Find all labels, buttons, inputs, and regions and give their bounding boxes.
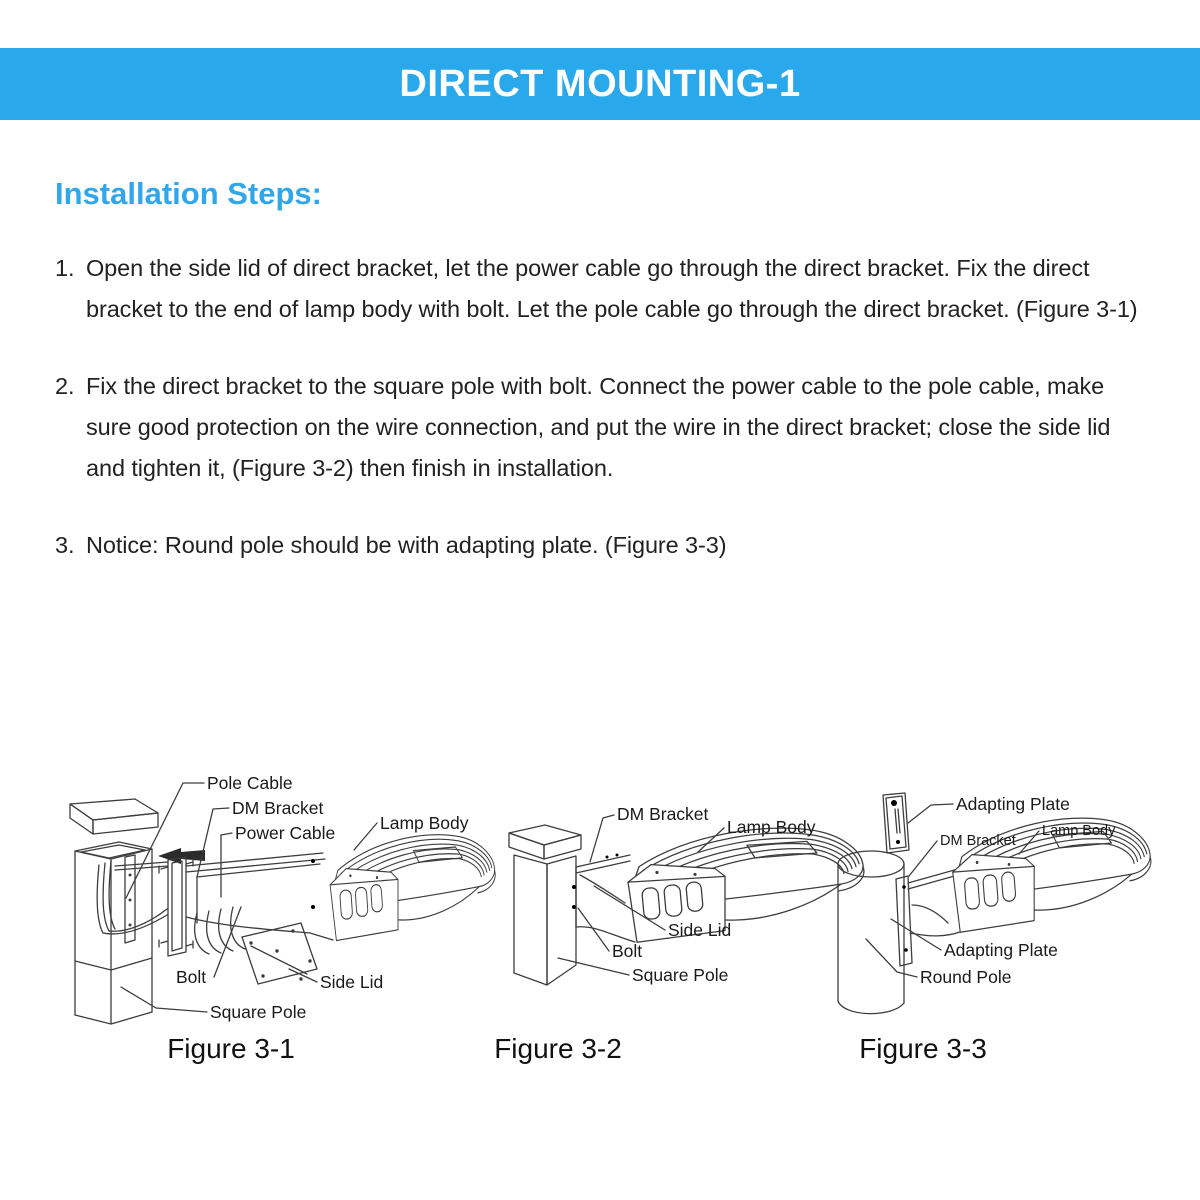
label-side-lid: Side Lid xyxy=(320,972,384,992)
dm-bracket-arm xyxy=(186,853,333,954)
label-dm-bracket: DM Bracket xyxy=(940,833,1016,849)
adapting-plate-detached xyxy=(883,793,909,853)
page-title: DIRECT MOUNTING-1 xyxy=(399,62,801,105)
header-banner xyxy=(0,48,1200,120)
label-pole-cable: Pole Cable xyxy=(207,773,293,793)
figure-3-1-drawing xyxy=(55,765,500,1035)
dm-bracket-arm xyxy=(908,869,960,936)
step-item-3 xyxy=(55,525,1148,566)
label-dm-bracket: DM Bracket xyxy=(617,804,709,824)
step-item-1 xyxy=(55,248,1148,330)
label-square-pole: Square Pole xyxy=(210,1002,307,1022)
step-text: Open the side lid of direct bracket, let the power cable go through the direct bracket. Fix the direct bracket to the end of lamp body with bolt. Let the pole cable go through the direct bracket. (Figure 3-1) xyxy=(86,255,1138,322)
figure-caption-3-3: Figure 3-3 xyxy=(859,1033,987,1064)
lamp-body xyxy=(330,835,495,941)
step-text: Notice: Round pole should be with adapting plate. (Figure 3-3) xyxy=(86,532,727,558)
label-lamp-body: Lamp Body xyxy=(380,813,469,833)
pole-cap xyxy=(70,799,158,834)
label-bolt: Bolt xyxy=(176,967,207,987)
figure-3-3-drawing xyxy=(830,785,1165,1035)
dm-bracket-arm xyxy=(572,854,635,943)
label-side-lid: Side Lid xyxy=(668,920,732,940)
installation-steps xyxy=(55,248,1148,602)
label-bolt: Bolt xyxy=(612,941,643,961)
label-adapting-plate-bottom: Adapting Plate xyxy=(944,940,1058,960)
section-heading: Installation Steps: xyxy=(55,176,322,211)
label-dm-bracket: DM Bracket xyxy=(232,798,324,818)
square-pole xyxy=(75,842,168,1024)
label-lamp-body: Lamp Body xyxy=(727,817,816,837)
step-item-2 xyxy=(55,366,1148,489)
label-adapting-plate-top: Adapting Plate xyxy=(956,794,1070,814)
step-text: Fix the direct bracket to the square pole with bolt. Connect the power cable to the pole cable, make sure good protection on the wire connection, and put the wire in the direct bracket; close the side lid and tighten it, (Figure 3-2) then finish in installation. xyxy=(86,373,1111,481)
lamp-body xyxy=(628,828,864,942)
label-power-cable: Power Cable xyxy=(235,823,336,843)
label-round-pole: Round Pole xyxy=(920,967,1012,987)
label-square-pole: Square Pole xyxy=(632,965,729,985)
label-lamp-body: Lamp Body xyxy=(1042,823,1116,839)
figure-caption-3-2: Figure 3-2 xyxy=(494,1033,622,1064)
figure-3-2-drawing xyxy=(495,795,885,1035)
step-number: 3. xyxy=(55,532,75,558)
step-number: 1. xyxy=(55,255,75,281)
figure-caption-3-1: Figure 3-1 xyxy=(167,1033,295,1064)
step-number: 2. xyxy=(55,373,75,399)
round-pole xyxy=(838,851,904,1014)
